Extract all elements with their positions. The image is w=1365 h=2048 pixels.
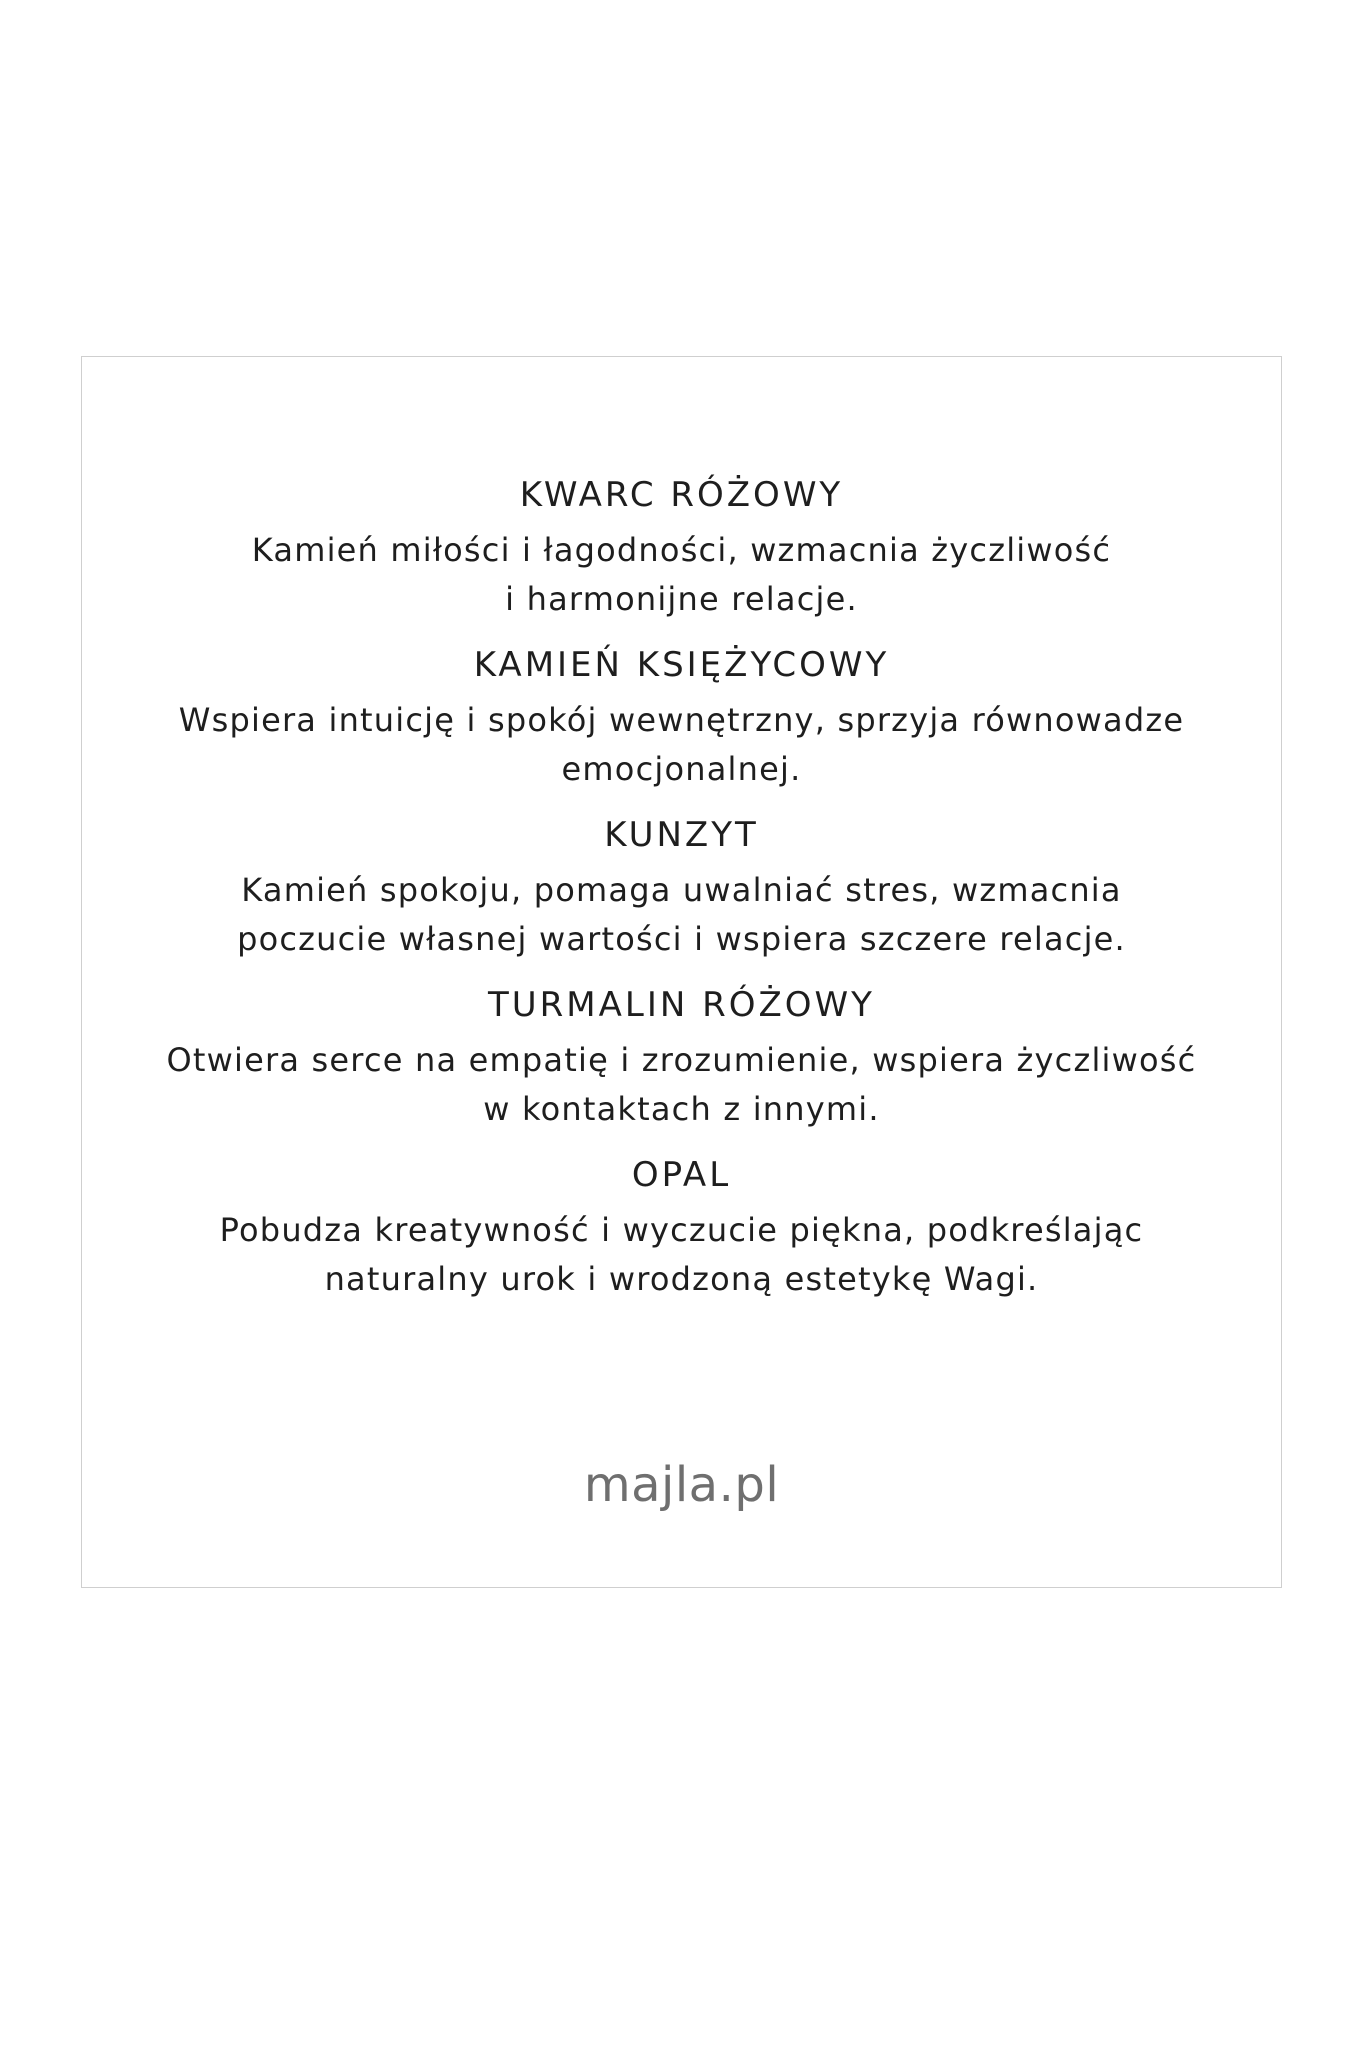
stone-name: TURMALIN RÓŻOWY <box>488 985 875 1025</box>
stone-description: Kamień miłości i łagodności, wzmacnia życzliwość i harmonijne relacje. <box>251 531 1112 618</box>
stone-entry-kamien-ksiezycowy <box>82 642 1281 794</box>
stone-name: KAMIEŃ KSIĘŻYCOWY <box>473 645 890 685</box>
brand-wordmark: majla.pl <box>583 1457 780 1513</box>
stone-name: OPAL <box>631 1155 732 1195</box>
stone-description: Pobudza kreatywność i wyczucie piękna, podkreślając naturalny urok i wrodzoną estetykę Wagi. <box>219 1211 1144 1298</box>
stone-description: Otwiera serce na empatię i zrozumienie, wspiera życzliwość w kontaktach z innymi. <box>166 1041 1197 1128</box>
stone-entry-kwarc-rozowy <box>82 472 1281 624</box>
stone-description: Kamień spokoju, pomaga uwalniać stres, wzmacnia poczucie własnej wartości i wspiera szczere relacje. <box>237 871 1126 958</box>
stone-list <box>82 472 1281 1322</box>
stone-entry-turmalin-rozowy <box>82 982 1281 1134</box>
stone-entry-opal <box>82 1152 1281 1304</box>
stone-entry-kunzyt <box>82 812 1281 964</box>
stone-name: KUNZYT <box>604 815 759 855</box>
stone-name: KWARC RÓŻOWY <box>519 475 844 515</box>
info-card <box>81 356 1282 1588</box>
stone-description: Wspiera intuicję i spokój wewnętrzny, sprzyja równowadze emocjonalnej. <box>178 701 1185 788</box>
